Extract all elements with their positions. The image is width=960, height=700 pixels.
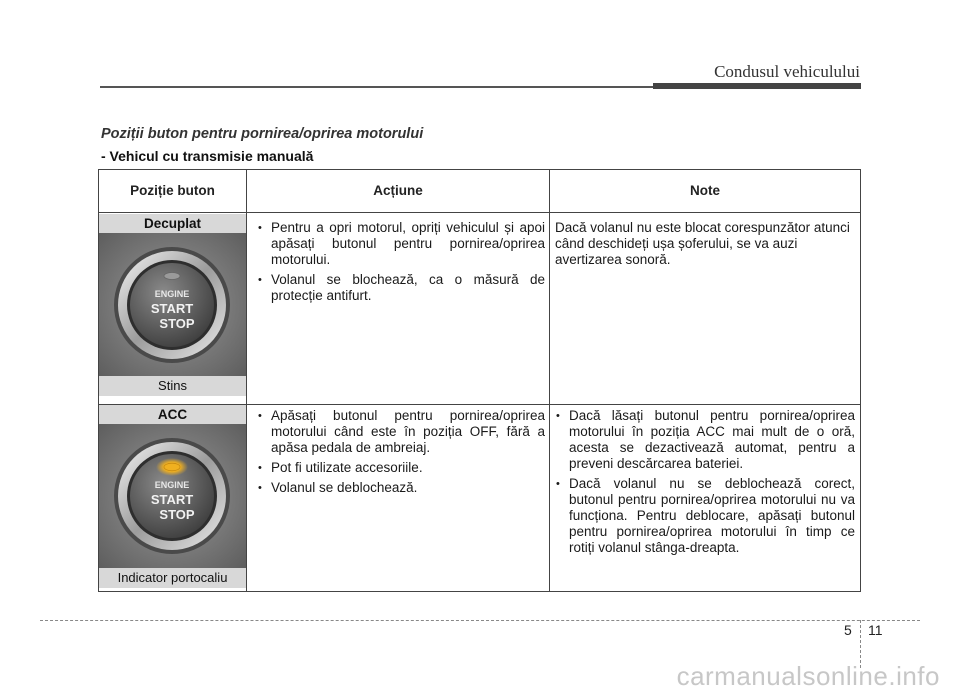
list-item: • Apăsați butonul pentru pornirea/oprirea motorului când este în poziția OFF, fără a apăsa pedala de ambreiaj. [257,408,545,456]
table-header [99,170,860,213]
position-label: ACC [99,405,246,424]
list-item: • Pot fi utilizate accesoriile. [257,460,545,476]
note-cell: Dacă volanul nu este blocat corespunzător atunci când deschideți ușa șoferului, se va auzi avertizarea sonoră. [555,220,850,267]
header-rule [100,86,653,88]
header-position: Poziție buton [130,183,215,198]
button-text-stop: STOP [159,316,195,331]
button-text-stop: STOP [159,507,195,522]
action-list [257,220,545,304]
engine-start-stop-button-icon [99,233,246,376]
header-notes: Note [690,183,720,198]
subsection-title: - Vehicul cu transmisie manuală [101,148,314,164]
list-item: • Volanul se deblochează. [257,480,545,496]
action-cell [257,408,545,500]
note-list [555,408,855,556]
note-cell [555,408,855,560]
list-item: • Dacă volanul nu se deblochează corect, butonul pentru pornirea/oprirea motorului nu va funcționa. Pentru deblocare, apăsați butonul pentru pornirea/oprirea motorului în timp ce rotiți volanul stânga-dreapta. [555,476,855,556]
button-text-start: START [150,492,194,507]
engine-button-image-acc [99,424,246,568]
footer-dashed-line [40,620,920,621]
column-divider [549,170,550,591]
watermark: carmanualsonline.info [676,661,940,691]
action-list [257,408,545,496]
list-item: • Pentru a opri motorul, opriți vehiculul și apoi apăsați butonul pentru pornirea/oprirea motorului. [257,220,545,268]
list-item: • Volanul se blochează, ca o măsură de protecție antifurt. [257,272,545,304]
section-title: Poziții buton pentru pornirea/oprirea motorului [101,126,424,142]
position-caption: Stins [99,376,246,396]
button-text-start: START [150,301,194,316]
page-number: 11 [868,622,883,638]
button-text-engine: ENGINE [154,289,190,299]
indicator-off [164,273,180,280]
button-text-engine: ENGINE [154,480,190,490]
engine-button-image-off [99,233,246,376]
column-divider [246,170,247,591]
position-caption: Indicator portocaliu [99,568,246,588]
positions-table [98,169,861,592]
position-label: Decuplat [99,214,246,233]
indicator-orange [164,463,180,471]
list-item: • Dacă lăsați butonul pentru pornirea/oprirea motorului în poziția ACC mai mult de o oră, acesta se dezactivează automat, pentru a preveni descărcarea bateriei. [555,408,855,472]
chapter-title: Condusul vehiculului [714,62,860,81]
page-section-number: 5 [844,622,852,638]
header-action: Acțiune [373,183,423,198]
position-cell [99,214,246,404]
header-bar [653,83,861,89]
action-cell [257,220,545,308]
engine-start-stop-button-icon [99,424,246,568]
position-cell [99,405,246,591]
